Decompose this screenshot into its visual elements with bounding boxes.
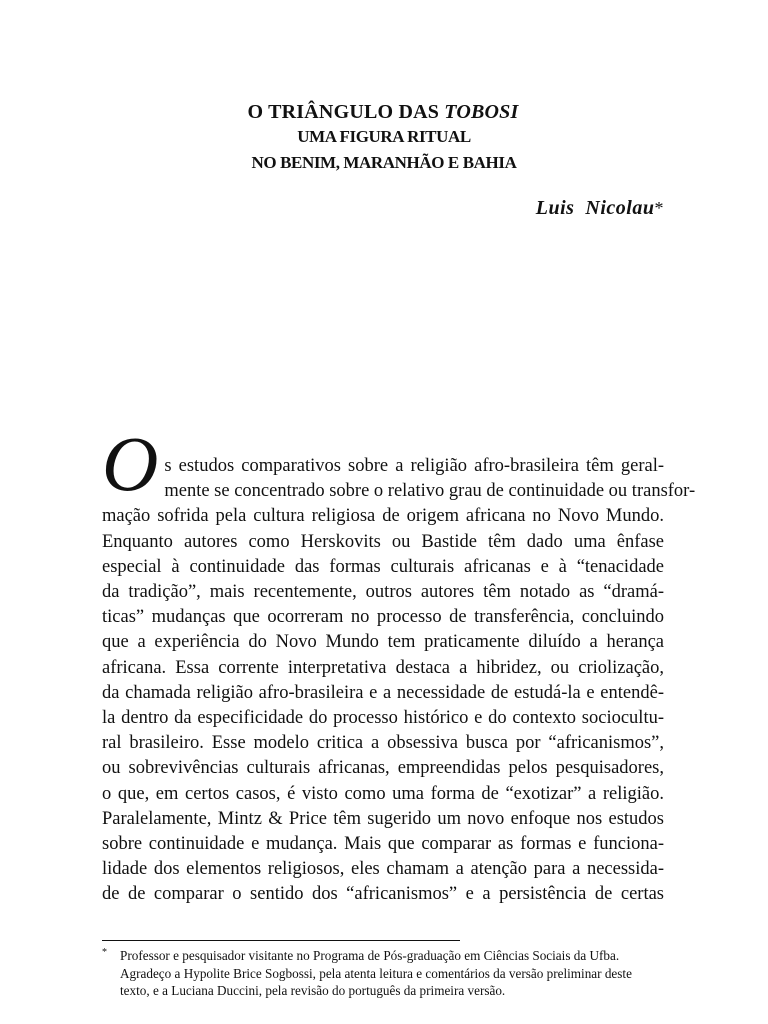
body-line: o que, em certos casos, é visto como uma forma de “exotizar” a religião.	[102, 783, 664, 804]
body-line: africana. Essa corrente interpretativa destaca a hibridez, ou criolização,	[102, 657, 664, 678]
body-line: s estudos comparativos sobre a religião afro-brasileira têm geral-	[164, 456, 664, 476]
footnote-line: Agradeço a Hypolite Brice Sogbossi, pela atenta leitura e comentários da versão preliminar deste	[120, 965, 632, 981]
body-line: ral brasileiro. Esse modelo critica a obsessiva busca por “africanismos”,	[102, 733, 664, 754]
body-line: mente se concentrado sobre o relativo grau de continuidade ou transfor-	[164, 481, 696, 502]
body-paragraph	[102, 420, 696, 908]
title-prefix: O TRIÂNGULO DAS	[247, 101, 445, 123]
title-italic-word: TOBOSI	[444, 101, 519, 123]
body-line: mação sofrida pela cultura religiosa de origem africana no Novo Mundo.	[102, 506, 664, 527]
footnote	[102, 947, 668, 1000]
body-line: Paralelamente, Mintz & Price têm sugerido um novo enfoque nos estudos	[102, 808, 664, 829]
body-line: la dentro da especificidade do processo histórico e do contexto sociocultu-	[102, 708, 664, 729]
body-line: de de comparar o sentido dos “africanismos” e a persistência de certas	[102, 884, 664, 905]
body-line: da tradição”, mais recentemente, outros autores têm notado as “dramá-	[102, 582, 664, 603]
body-line: ou sobrevivências culturais africanas, empreendidas pelos pesquisadores,	[102, 758, 664, 779]
body-line: que a experiência do Novo Mundo tem praticamente diluído a herança	[102, 632, 664, 653]
footnote-mark: *	[102, 947, 107, 958]
footnote-text	[120, 947, 668, 1000]
article-title	[0, 100, 768, 124]
footnote-line: Professor e pesquisador visitante no Programa de Pós-graduação em Ciências Sociais da Ufba.	[120, 948, 620, 963]
article-header	[0, 100, 768, 176]
body-line: da chamada religião afro-brasileira e a necessidade de estudá-la e entendê-	[102, 682, 664, 703]
subtitle-line-2: NO BENIM, MARANHÃO E BAHIA	[251, 153, 517, 172]
body-line: sobre continuidade e mudança. Mais que comparar as formas e funciona-	[102, 834, 664, 855]
author-footnote-mark: *	[654, 198, 664, 218]
body-line: especial à continuidade das formas culturais africanas e à “tenacidade	[102, 556, 664, 577]
author-name: Luis Nicolau	[535, 197, 655, 219]
drop-cap: O	[102, 420, 159, 507]
body-line: ticas” mudanças que ocorreram no processo de transferência, concluindo	[102, 607, 664, 628]
author-byline	[536, 197, 664, 220]
body-line: lidade dos elementos religiosos, eles chamam a atenção para a necessida-	[102, 859, 664, 880]
body-line: Enquanto autores como Herskovits ou Bastide têm dado uma ênfase	[102, 531, 664, 552]
subtitle-line-1: UMA FIGURA RITUAL	[297, 127, 471, 146]
footnote-line: texto, e a Luciana Duccini, pela revisão do português da primeira versão.	[120, 983, 506, 998]
footnote-divider	[102, 940, 460, 941]
